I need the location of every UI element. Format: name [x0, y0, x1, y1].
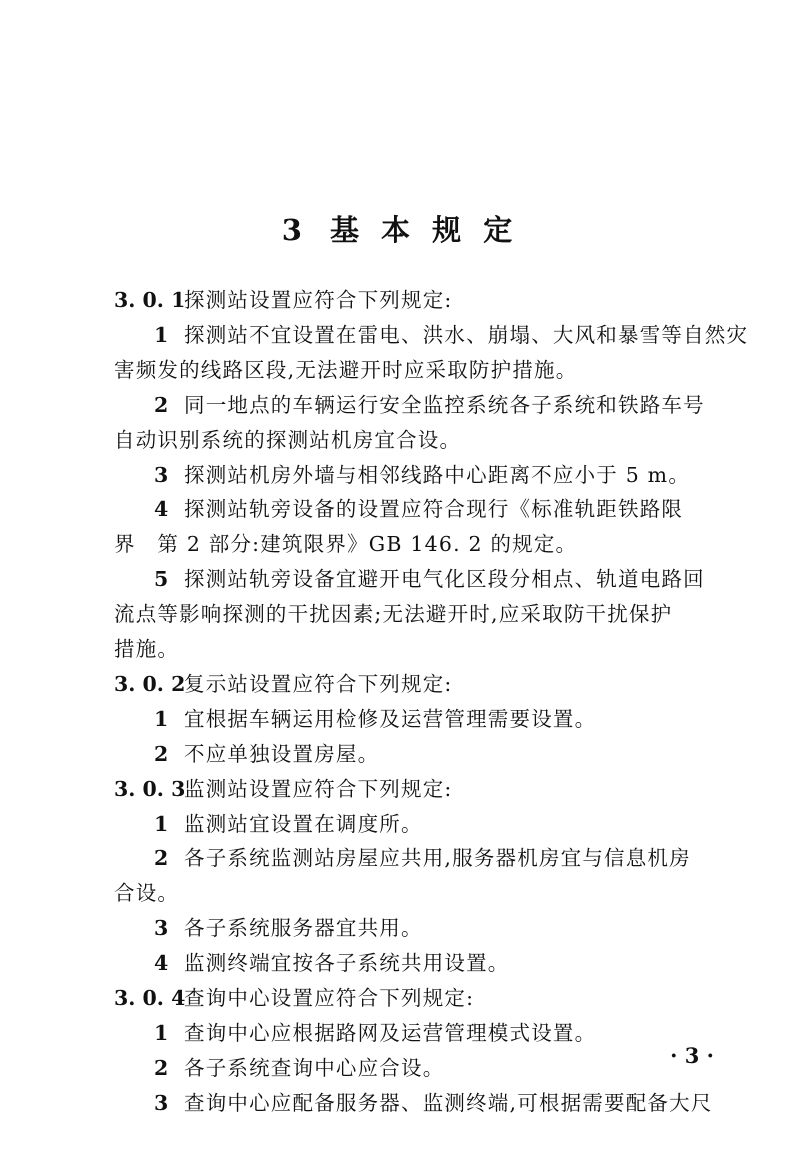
line-text: 查询中心设置应符合下列规定: — [184, 986, 475, 1010]
continuation-line — [114, 598, 672, 630]
line-text: 不应单独设置房屋。 — [184, 741, 380, 766]
item-line — [154, 459, 690, 491]
line-text: 各子系统监测站房屋应共用,服务器机房宜与信息机房 — [184, 846, 691, 871]
continuation-line — [114, 354, 577, 386]
item-line — [154, 738, 379, 770]
line-text: 同一地点的车辆运行安全监控系统各子系统和铁路车号 — [184, 392, 705, 417]
item-number: 4 — [154, 497, 169, 522]
line-text: 自动识别系统的探测站机房宜合设。 — [114, 427, 462, 452]
item-number: 5 — [154, 567, 169, 592]
item-line — [154, 703, 596, 735]
clause-line — [114, 982, 474, 1014]
line-text: 措施。 — [114, 637, 180, 661]
item-number: 2 — [154, 846, 169, 871]
line-text: 探测站轨旁设备宜避开电气化区段分相点、轨道电路回 — [184, 567, 705, 592]
line-text: 合设。 — [114, 881, 180, 906]
chapter-number: 3 — [281, 213, 308, 247]
item-line — [154, 1052, 444, 1084]
line-text: 探测站不宜设置在雷电、洪水、崩塌、大风和暴雪等自然灾 — [184, 322, 749, 347]
item-number: 1 — [154, 1020, 169, 1045]
line-text: 查询中心应根据路网及运营管理模式设置。 — [184, 1020, 597, 1045]
item-number: 3 — [154, 916, 169, 941]
line-text: 监测站宜设置在调度所。 — [184, 811, 423, 836]
line-text: 监测站设置应符合下列规定: — [184, 776, 453, 801]
item-number: 1 — [154, 322, 169, 347]
line-text: 宜根据车辆运用检修及运营管理需要设置。 — [184, 706, 597, 731]
item-line — [154, 1087, 713, 1119]
line-text: 监测终端宜按各子系统共用设置。 — [184, 951, 510, 976]
chapter-heading: 基 本 规 定 — [329, 213, 519, 247]
clause-line — [114, 773, 453, 805]
line-text: 各子系统服务器宜共用。 — [184, 916, 423, 941]
item-line — [154, 563, 705, 595]
item-line — [154, 1017, 596, 1049]
item-number: 2 — [154, 741, 169, 766]
line-text: 复示站设置应符合下列规定: — [184, 671, 453, 696]
item-line — [154, 947, 510, 979]
page-number: · 3 · — [670, 1043, 714, 1068]
item-number: 3 — [154, 462, 169, 487]
line-text: 探测站机房外墙与相邻线路中心距离不应小于 5 m。 — [184, 462, 691, 487]
line-text: 流点等影响探测的干扰因素;无法避开时,应采取防干扰保护 — [114, 602, 673, 627]
item-line — [154, 912, 423, 944]
item-number: 2 — [154, 392, 169, 417]
line-text: 查询中心应配备服务器、监测终端,可根据需要配备大尺 — [184, 1090, 713, 1115]
item-number: 2 — [154, 1055, 169, 1080]
line-text: 界 第 2 部分:建筑限界》GB 146. 2 的规定。 — [114, 532, 578, 557]
clause-number: 3. 0. 3 — [114, 776, 186, 801]
clause-line — [114, 668, 453, 700]
item-line — [154, 389, 705, 421]
line-text: 害频发的线路区段,无法避开时应采取防护措施。 — [114, 357, 578, 382]
continuation-line — [114, 424, 461, 456]
item-line — [154, 808, 423, 840]
continuation-line — [114, 877, 179, 909]
line-text: 探测站设置应符合下列规定: — [184, 288, 453, 312]
item-number: 3 — [154, 1090, 169, 1115]
line-text: 各子系统查询中心应合设。 — [184, 1055, 445, 1080]
continuation-line — [114, 528, 577, 560]
clause-line — [114, 284, 453, 316]
item-number: 1 — [154, 811, 169, 836]
item-line — [154, 493, 683, 525]
clause-number: 3. 0. 2 — [114, 671, 186, 696]
item-line — [154, 319, 748, 351]
continuation-line — [114, 633, 179, 665]
clause-number: 3. 0. 4 — [114, 986, 186, 1010]
item-line — [154, 842, 691, 874]
chapter-title — [0, 208, 800, 252]
item-number: 1 — [154, 706, 169, 731]
line-text: 探测站轨旁设备的设置应符合现行《标准轨距铁路限 — [184, 497, 684, 522]
clause-number: 3. 0. 1 — [114, 288, 186, 312]
item-number: 4 — [154, 951, 169, 976]
